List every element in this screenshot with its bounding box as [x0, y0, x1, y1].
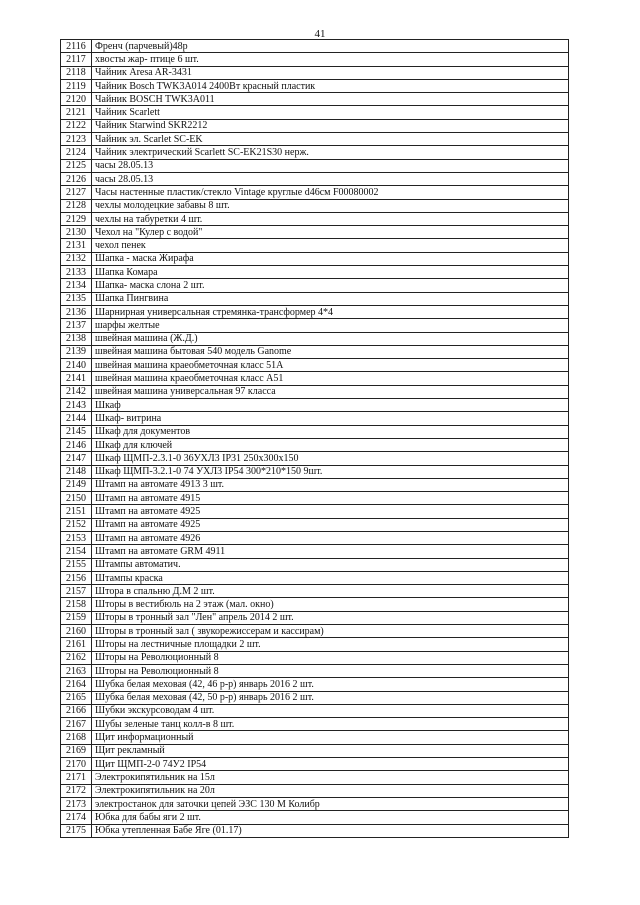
item-number: 2169 [61, 744, 92, 757]
item-name: Чайник BOSCH TWK3A011 [92, 93, 569, 106]
item-name: швейная машина краеобметочная класс А51 [92, 372, 569, 385]
table-row [61, 425, 569, 438]
table-row [61, 718, 569, 731]
table-row [61, 332, 569, 345]
item-name: шарфы желтые [92, 319, 569, 332]
item-name: Шторы в вестибюль на 2 этаж (мал. окно) [92, 598, 569, 611]
item-name: Шторы на Революционный 8 [92, 651, 569, 664]
table-row [61, 625, 569, 638]
item-name: Шторы на Революционный 8 [92, 664, 569, 677]
table-row [61, 212, 569, 225]
item-name: электростанок для заточки цепей ЭЗС 130 М Колибр [92, 797, 569, 810]
item-number: 2134 [61, 279, 92, 292]
table-row [61, 159, 569, 172]
item-name: Чайник эл. Scarlet SC-EK [92, 133, 569, 146]
table-row [61, 345, 569, 358]
item-number: 2167 [61, 718, 92, 731]
table-row [61, 106, 569, 119]
item-name: Чехол на "Кулер с водой" [92, 226, 569, 239]
item-name: Юбка утепленная Бабе Яге (01.17) [92, 824, 569, 837]
item-number: 2153 [61, 531, 92, 544]
item-name: Штамп на автомате 4913 3 шт. [92, 478, 569, 491]
table-row [61, 545, 569, 558]
table-row [61, 438, 569, 451]
item-number: 2161 [61, 638, 92, 651]
table-row [61, 585, 569, 598]
table-row [61, 824, 569, 837]
item-number: 2130 [61, 226, 92, 239]
table-row [61, 186, 569, 199]
item-number: 2118 [61, 66, 92, 79]
item-number: 2117 [61, 53, 92, 66]
item-name: Штамп на автомате 4925 [92, 518, 569, 531]
item-name: швейная машина бытовая 540 модель Ganome [92, 345, 569, 358]
table-row [61, 146, 569, 159]
table-row [61, 771, 569, 784]
item-name: швейная машина краеобметочная класс 51А [92, 359, 569, 372]
item-number: 2151 [61, 505, 92, 518]
table-row [61, 252, 569, 265]
item-number: 2163 [61, 664, 92, 677]
inventory-table [60, 39, 569, 838]
item-number: 2116 [61, 40, 92, 53]
table-row [61, 40, 569, 53]
item-name: чехол пенек [92, 239, 569, 252]
table-row [61, 199, 569, 212]
item-number: 2148 [61, 465, 92, 478]
item-number: 2121 [61, 106, 92, 119]
item-number: 2140 [61, 359, 92, 372]
item-number: 2136 [61, 305, 92, 318]
item-name: Чайник Bosch TWK3A014 2400Вт красный пластик [92, 79, 569, 92]
table-row [61, 744, 569, 757]
item-number: 2122 [61, 119, 92, 132]
table-row [61, 452, 569, 465]
item-number: 2152 [61, 518, 92, 531]
table-row [61, 465, 569, 478]
table-row [61, 598, 569, 611]
item-name: Чайник Aresa AR-3431 [92, 66, 569, 79]
item-number: 2158 [61, 598, 92, 611]
table-row [61, 372, 569, 385]
item-number: 2164 [61, 678, 92, 691]
table-row [61, 571, 569, 584]
table-row [61, 53, 569, 66]
item-name: часы 28.05.13 [92, 172, 569, 185]
item-name: Шубы зеленые танц колл-в 8 шт. [92, 718, 569, 731]
item-name: швейная машина (Ж.Д.) [92, 332, 569, 345]
table-row [61, 638, 569, 651]
item-number: 2123 [61, 133, 92, 146]
table-row [61, 558, 569, 571]
table-row [61, 678, 569, 691]
item-number: 2128 [61, 199, 92, 212]
item-name: Штампы автоматич. [92, 558, 569, 571]
item-name: чехлы на табуретки 4 шт. [92, 212, 569, 225]
item-name: чехлы молодецкие забавы 8 шт. [92, 199, 569, 212]
table-row [61, 279, 569, 292]
item-number: 2147 [61, 452, 92, 465]
item-name: Шкаф ЩМП-2.3.1-0 36УХЛ3 IP31 250x300x150 [92, 452, 569, 465]
item-number: 2125 [61, 159, 92, 172]
item-name: хвосты жар- птице 6 шт. [92, 53, 569, 66]
item-number: 2146 [61, 438, 92, 451]
item-number: 2135 [61, 292, 92, 305]
item-name: Штора в спальню Д.М 2 шт. [92, 585, 569, 598]
table-row [61, 784, 569, 797]
item-number: 2175 [61, 824, 92, 837]
item-name: Шторы в тронный зал "Лен" апрель 2014 2 шт. [92, 611, 569, 624]
item-name: Штампы краска [92, 571, 569, 584]
item-name: Шубка белая меховая (42, 46 р-р) январь 2016 2 шт. [92, 678, 569, 691]
item-name: Шапка Комара [92, 266, 569, 279]
item-number: 2162 [61, 651, 92, 664]
table-row [61, 66, 569, 79]
item-number: 2144 [61, 412, 92, 425]
item-number: 2170 [61, 758, 92, 771]
item-number: 2172 [61, 784, 92, 797]
item-name: швейная машина универсальная 97 класса [92, 385, 569, 398]
item-number: 2171 [61, 771, 92, 784]
item-name: Шубки экскурсоводам 4 шт. [92, 704, 569, 717]
table-row [61, 412, 569, 425]
table-row [61, 691, 569, 704]
table-row [61, 492, 569, 505]
item-name: Шторы на лестничные площадки 2 шт. [92, 638, 569, 651]
item-number: 2173 [61, 797, 92, 810]
item-name: Штамп на автомате 4925 [92, 505, 569, 518]
item-name: Френч (парчевый)48р [92, 40, 569, 53]
item-number: 2129 [61, 212, 92, 225]
item-name: Шапка Пингвина [92, 292, 569, 305]
item-number: 2149 [61, 478, 92, 491]
table-row [61, 664, 569, 677]
item-number: 2127 [61, 186, 92, 199]
item-number: 2145 [61, 425, 92, 438]
item-name: Щит ЩМП-2-0 74У2 IP54 [92, 758, 569, 771]
table-row [61, 226, 569, 239]
item-number: 2133 [61, 266, 92, 279]
inventory-table-body [61, 40, 569, 838]
item-name: Шапка - маска Жирафа [92, 252, 569, 265]
table-row [61, 266, 569, 279]
item-number: 2159 [61, 611, 92, 624]
item-name: Юбка для бабы яги 2 шт. [92, 811, 569, 824]
item-name: Чайник Starwind SKR2212 [92, 119, 569, 132]
table-row [61, 399, 569, 412]
table-row [61, 811, 569, 824]
table-row [61, 611, 569, 624]
item-name: Чайник электрический Scarlett SC-EK21S30 нерж. [92, 146, 569, 159]
item-number: 2160 [61, 625, 92, 638]
table-row [61, 319, 569, 332]
item-name: Электрокипятильник на 15л [92, 771, 569, 784]
item-name: Шапка- маска слона 2 шт. [92, 279, 569, 292]
item-number: 2131 [61, 239, 92, 252]
table-row [61, 651, 569, 664]
item-number: 2141 [61, 372, 92, 385]
item-name: Шторы в тронный зал ( звукорежиссерам и кассирам) [92, 625, 569, 638]
item-name: Шарнирная универсальная стремянка-трансформер 4*4 [92, 305, 569, 318]
item-number: 2174 [61, 811, 92, 824]
table-row [61, 704, 569, 717]
item-name: Часы настенные пластик/стекло Vintage круглые d46см F00080002 [92, 186, 569, 199]
table-row [61, 531, 569, 544]
table-row [61, 478, 569, 491]
item-name: Шкаф ЩМП-3.2.1-0 74 УХЛ3 IP54 300*210*150 9шт. [92, 465, 569, 478]
item-number: 2124 [61, 146, 92, 159]
item-name: Штамп на автомате GRM 4911 [92, 545, 569, 558]
item-name: Шкаф для ключей [92, 438, 569, 451]
item-name: Штамп на автомате 4915 [92, 492, 569, 505]
table-row [61, 359, 569, 372]
item-number: 2142 [61, 385, 92, 398]
table-row [61, 93, 569, 106]
item-number: 2155 [61, 558, 92, 571]
item-number: 2154 [61, 545, 92, 558]
item-name: Щит информационный [92, 731, 569, 744]
item-number: 2120 [61, 93, 92, 106]
table-row [61, 305, 569, 318]
table-row [61, 79, 569, 92]
table-row [61, 731, 569, 744]
item-number: 2166 [61, 704, 92, 717]
item-name: Чайник Scarlett [92, 106, 569, 119]
item-name: часы 28.05.13 [92, 159, 569, 172]
item-number: 2119 [61, 79, 92, 92]
item-number: 2143 [61, 399, 92, 412]
table-row [61, 518, 569, 531]
item-name: Шубка белая меховая (42, 50 р-р) январь 2016 2 шт. [92, 691, 569, 704]
page-number: 41 [314, 28, 326, 40]
item-number: 2126 [61, 172, 92, 185]
item-number: 2168 [61, 731, 92, 744]
table-row [61, 119, 569, 132]
item-number: 2156 [61, 571, 92, 584]
table-row [61, 133, 569, 146]
item-number: 2139 [61, 345, 92, 358]
table-row [61, 758, 569, 771]
item-name: Электрокипятильник на 20л [92, 784, 569, 797]
item-name: Штамп на автомате 4926 [92, 531, 569, 544]
item-number: 2132 [61, 252, 92, 265]
table-row [61, 385, 569, 398]
item-number: 2165 [61, 691, 92, 704]
item-name: Шкаф- витрина [92, 412, 569, 425]
item-name: Шкаф [92, 399, 569, 412]
item-number: 2157 [61, 585, 92, 598]
table-row [61, 505, 569, 518]
item-number: 2150 [61, 492, 92, 505]
item-number: 2137 [61, 319, 92, 332]
item-name: Шкаф для документов [92, 425, 569, 438]
item-name: Щит рекламный [92, 744, 569, 757]
table-row [61, 797, 569, 810]
table-row [61, 292, 569, 305]
item-number: 2138 [61, 332, 92, 345]
table-row [61, 239, 569, 252]
table-row [61, 172, 569, 185]
